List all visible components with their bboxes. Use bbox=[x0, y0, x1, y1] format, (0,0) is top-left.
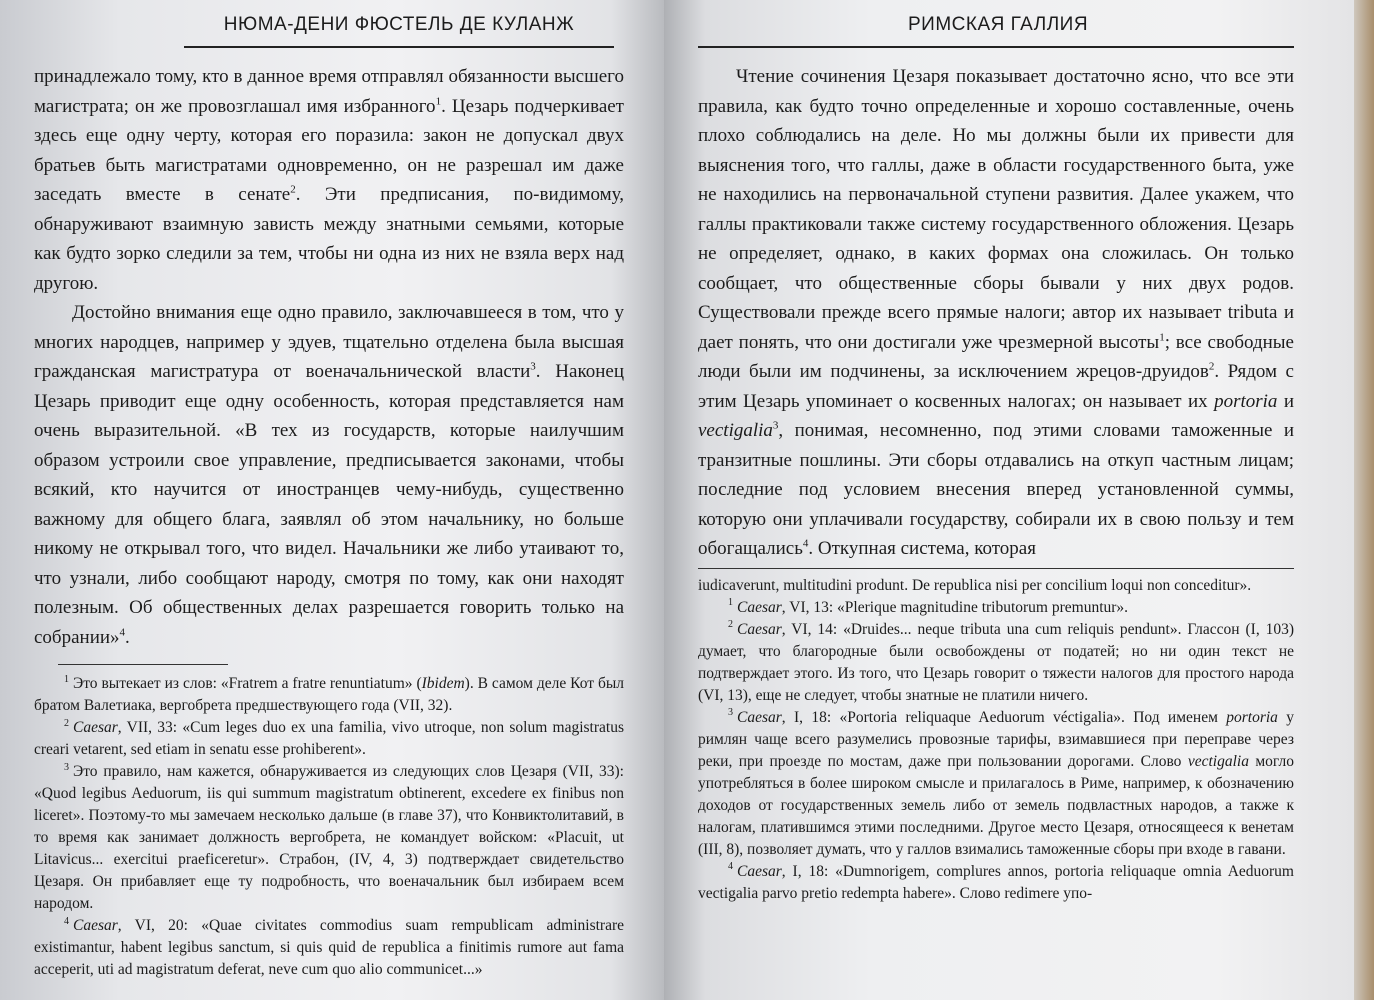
footnote bbox=[698, 861, 1294, 905]
footnote-ref[interactable]: 1 bbox=[1159, 331, 1165, 344]
footnote-italic: Caesar bbox=[737, 708, 782, 726]
paragraph bbox=[34, 62, 624, 298]
running-head-right: РИМСКАЯ ГАЛЛИЯ bbox=[698, 14, 1294, 48]
footnote-number: 1 bbox=[64, 673, 69, 685]
right-footnotes bbox=[698, 575, 1294, 905]
footnote-text: ). В самом деле Кот был братом Валетиака, вергобрета предшествующего года (VII, 32). bbox=[34, 675, 624, 714]
footnote bbox=[34, 717, 624, 761]
paragraph-text: . Рядом с этим Цезарь упоминает о косвенных налогах; он называет их bbox=[698, 361, 1294, 412]
footnote-number: 2 bbox=[728, 619, 733, 631]
footnote-text: , VI, 20: «Quae civitates commodius suam rempublicam administrare existimantur, habent legibus sanctum, si quis quid de republica a finitimis rumore aut fama acceperit, uti ad magistratum deferat, neve cum quo alio communicet...» bbox=[34, 917, 624, 978]
italic-term: portoria bbox=[1214, 390, 1278, 412]
footnote-number: 4 bbox=[64, 915, 69, 927]
paragraph-text: . Эти предписания, по-видимому, обнаруживают взаимную зависть между знатными семьями, которые как будто зорко следили за тем, чтобы ни одна из них не взяла верх над другою. bbox=[34, 184, 624, 294]
left-page bbox=[0, 0, 664, 1000]
footnote-italic: Caesar bbox=[737, 620, 782, 638]
footnote-ref[interactable]: 2 bbox=[290, 183, 296, 196]
book-edge bbox=[1354, 0, 1374, 1000]
footnote-number: 4 bbox=[728, 861, 733, 873]
footnote-text: у римлян чаще всего разумелись провозные тарифы, взимавшиеся при переправе через реки, при проезде по мостам, даже при пользовании дорогами. Слово bbox=[698, 708, 1294, 770]
footnote-text: , VI, 13: «Plerique magnitudine tributorum premuntur». bbox=[781, 598, 1129, 616]
paragraph-text: , понимая, несомненно, под этими словами таможенные и транзитные пошлины. Эти сборы отдавались на откуп частным лицам; последние под условием внесения вперед установленной суммы, которую они уплачивали государству, собирали их в свою пользу и тем обогащались bbox=[698, 420, 1294, 559]
paragraph-text: . Наконец Цезарь приводит еще одну особенность, которая представляется нам очень выразительной. «В тех из государств, которые наилучшим образом устроили свое управление, предписывается законами, чтобы всякий, кто научится от иностранцев чему-нибудь, существенно важному для общего блага, заявлял об этом начальнику, но больше никому не открывал того, что видел. Начальники же либо утаивают то, что узнали, либо сообщают народу, смотря по тому, как они находят полезным. Об общественных делах разрешается говорить только на собрании» bbox=[34, 361, 624, 648]
left-body-text bbox=[34, 62, 624, 652]
footnote-text: , I, 18: «Dumnorigem, complures annos, portoria reliquaque omnia Aeduorum vectigalia parvo pretio redempta habere». Слово redimere упо- bbox=[698, 862, 1294, 902]
right-body-text bbox=[698, 62, 1294, 564]
footnote-text: , VI, 14: «Druides... neque tributa una cum reliquis pendunt». Глассон (I, 103) думает, что благородные были освобождены от податей; но ни один текст не подтверждает этого. Из того, что Цезарь говорит о тяжести налогов для простого народа (VI, 13), еще не следует, чтобы знатные не платили ничего. bbox=[698, 620, 1294, 704]
footnote-italic: Ibidem bbox=[421, 675, 465, 692]
footnote-text: Это правило, нам кажется, обнаруживается из следующих слов Цезаря (VII, 33): «Quod legibus Aeduorum, iis qui summum magistratum obtinerent, excedere ex finibus non liceret». Поэтому-то мы замечаем несколько дальше (в главе 37), что Конвиктолитавий, в то время как занимает должность вергобрета, не командует войском: «Placuit, ut Litavicus... exercitui praeficeretur». Страбон, (IV, 4, 3) подтверждает свидетельство Цезаря. Он прибавляет еще ту подробность, что военачальник был избираем всем народом. bbox=[34, 763, 624, 912]
footnote bbox=[34, 673, 624, 717]
footnote-ref[interactable]: 4 bbox=[119, 626, 126, 639]
footnote-text: могло употребляться в более широком смысле и прилагалось в Риме, например, к обозначению доходов от государственных земель либо от земель подвластных народов, а также к налогам, платившимся этими последними. Другое место Цезаря, относящееся к венетам (III, 8), позволяет думать, что у галлов взимались таможенные сборы при входе в гавани. bbox=[698, 752, 1294, 858]
paragraph-text: и bbox=[1277, 390, 1294, 412]
paragraph bbox=[698, 62, 1294, 564]
right-page bbox=[664, 0, 1354, 1000]
paragraph-text: . Цезарь подчеркивает здесь еще одну черту, которая его поразила: закон не допускал двух братьев быть магистратами одновременно, он не разрешал им даже заседать вместе в сенате bbox=[34, 95, 624, 205]
paragraph bbox=[34, 298, 624, 652]
footnote-italic: Caesar bbox=[73, 719, 118, 736]
footnote-divider bbox=[58, 664, 228, 665]
paragraph-text: Достойно внимания еще одно правило, заключавшееся в том, что у многих народцев, например у эдуев, тщательно отделена была высшая гражданская магистратура от военачальнической власти bbox=[34, 302, 624, 382]
footnote-italic: Caesar bbox=[73, 917, 118, 934]
footnote-italic: vectigalia bbox=[1187, 752, 1249, 770]
footnote-number: 3 bbox=[728, 707, 733, 719]
paragraph-text: принадлежало тому, кто в данное время отправлял обязанности высшего магистрата; он же провозглашал имя избранного bbox=[34, 66, 624, 117]
footnote-text: , VII, 33: «Cum leges duo ex una familia, vivo utroque, non solum magistratus creari vetarent, sed etiam in senatu esse prohiberent». bbox=[34, 719, 624, 758]
footnote-ref[interactable]: 2 bbox=[1208, 360, 1215, 373]
italic-term: vectigalia bbox=[698, 420, 773, 441]
footnote-italic: Caesar bbox=[737, 862, 782, 880]
paragraph-text: Чтение сочинения Цезаря показывает достаточно ясно, что все эти правила, как будто точно определенные и хорошо составленные, очень плохо соблюдались на деле. Но мы должны были их привести для выяснения того, что галлы, даже в области государственного быта, уже не находились на первоначальной ступени развития. Далее укажем, что галлы практиковали также систему государственного обложения. Цезарь не определяет, однако, в каких формах она сложилась. Он только сообщает, что общественные сборы бывали у них двух родов. Существовали прежде всего прямые налоги; автор их называет tributa и дает понять, что они достигали уже чрезмерной высоты bbox=[698, 66, 1294, 353]
footnote-number: 3 bbox=[64, 761, 69, 773]
footnote-divider bbox=[698, 568, 1294, 569]
footnote-italic: Caesar bbox=[737, 598, 782, 616]
paragraph-text: ; все свободные люди были им подчинены, за исключением жрецов-друидов bbox=[698, 331, 1294, 382]
footnote-italic: portoria bbox=[1226, 708, 1278, 726]
paragraph-text: . bbox=[125, 626, 130, 648]
footnote bbox=[34, 761, 624, 915]
footnote-ref[interactable]: 3 bbox=[530, 360, 536, 373]
footnote-ref[interactable]: 4 bbox=[802, 537, 809, 550]
footnote-number: 1 bbox=[728, 597, 733, 609]
footnote bbox=[698, 707, 1294, 861]
footnote bbox=[698, 619, 1294, 707]
footnote-text: , I, 18: «Portoria reliquaque Aeduorum véctigalia». Под именем bbox=[781, 708, 1227, 726]
footnote bbox=[698, 597, 1294, 619]
running-head-left: НЮМА-ДЕНИ ФЮСТЕЛЬ ДЕ КУЛАНЖ bbox=[184, 14, 614, 48]
footnote bbox=[34, 915, 624, 981]
footnote-ref[interactable]: 1 bbox=[435, 95, 442, 108]
footnote-number: 2 bbox=[64, 717, 69, 729]
paragraph-text: . Откупная система, которая bbox=[808, 538, 1036, 559]
footnote-ref[interactable]: 3 bbox=[772, 419, 779, 432]
footnote-text: Это вытекает из слов: «Fratrem a fratre renuntiatum» ( bbox=[73, 675, 422, 692]
left-footnotes bbox=[34, 673, 624, 981]
footnote-continuation: iudicaverunt, multitudini produnt. De republica nisi per concilium loqui non conceditur». bbox=[698, 576, 1252, 594]
